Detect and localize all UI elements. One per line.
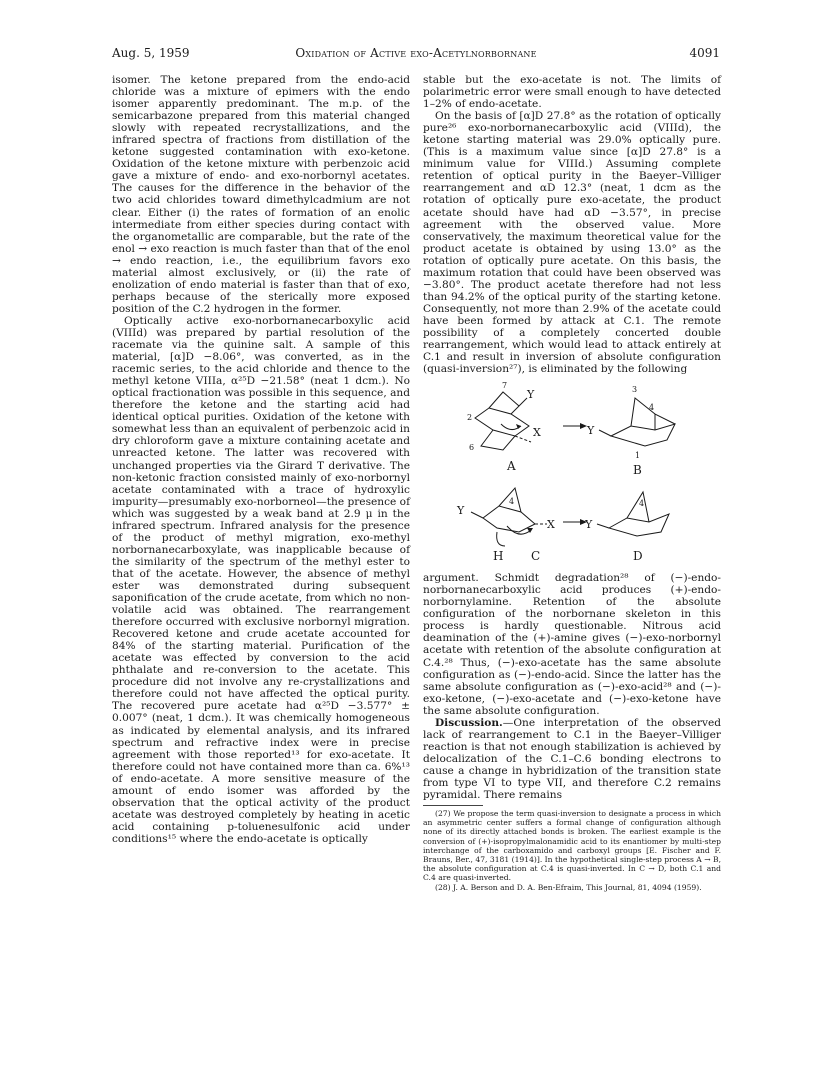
label-a: A [507, 459, 516, 474]
header-date: Aug. 5, 1959 [112, 46, 190, 60]
header-title: Oxidation of Active exo-Acetylnorbornane [295, 46, 537, 60]
atom-x: X [547, 518, 555, 532]
paragraph: stable but the exo-acetate is not. The limits of polarimetric error were small enough to have detected 1–2% of endo-acetate. [423, 74, 721, 111]
paragraph: Optically active exo-norbornanecarboxylic acid (VIIId) was prepared by partial resolution of the racemate via the quinine salt. A sample of this material, [α]D −8.06°, was converted, as in the racemic series, to the acid chloride and thence to the methyl ketone VIIIa, α²⁵D −21.58° (neat 1 dcm.). No optical fractionation was possible in this sequence, and therefore the ketone and the starting acid had identical optical purities. Oxidation of the ketone with somewhat less than an equivalent of perbenzoic acid in dry chloroform gave a mixture containing acetate and unreacted ketone. The latter was recovered with unchanged properties via the Girard T derivative. The non-ketonic fraction consisted mainly of exo-norbornyl acetate contaminated with a trace of hydroxylic impurity—presumably exo-norborneol—the presence of which was suggested by a weak band at 2.9 μ in the infrared spectrum. Infrared analysis for the presence of the product of methyl migration, exo-methyl norbornanecarboxylate, was inapplicable because of the similarity of the spectrum of the methyl ester to that of the acetate. However, the absence of methyl ester was demonstrated during subsequent saponification of the crude acetate, from which no non-volatile acid was obtained. The rearrangement therefore occurred with exclusive norbornyl migration. Recovered ketone and crude acetate accounted for 84% of the starting material. Purification of the acetate was effected by conversion to the acid phthalate and re-conversion to the acetate. This procedure did not involve any re-crystallizations and therefore could not have affected the optical purity. The recovered pure acetate had α²⁵D −3.577° ± 0.007° (neat, 1 dcm.). It was chemically homogeneous as indicated by elemental analysis, and its infrared spectrum and refractive index were in precise agreement with those reported¹³ for exo-acetate. It therefore could not have contained more than ca. 6%¹³ of endo-acetate. A more sensitive measure of the amount of endo isomer was afforded by the observation that the optical activity of the product acetate was destroyed completely by heating in acetic acid containing p-toluenesulfonic acid under conditions¹⁵ where the endo-acetate is optically [112, 314, 410, 845]
substituent-bond [511, 398, 527, 414]
h-bond [497, 532, 505, 546]
paragraph: argument. Schmidt degradation²⁸ of (−)-endo-norbornanecarboxylic acid produces (+)-endo-norbornylamine. Retention of the absolute configuration of the norbornane skeleton in this process is hardly questionable. Nitrous acid deamination of the (+)-amine gives (−)-exo-norbornyl acetate with retention of the absolute configuration at C.4.²⁸ Thus, (−)-exo-acetate has the same absolute configuration as (−)-endo-acid. Since the latter has the same absolute configuration as (−)-exo-acid²⁸ and (−)-exo-ketone, (−)-exo-acetate and (−)-exo-ketone have the same absolute configuration. [423, 572, 721, 717]
atom-number: 2 [467, 413, 473, 423]
ring-bond [611, 424, 675, 446]
right-column [423, 74, 721, 892]
dashed-bond [515, 436, 531, 442]
paragraph: On the basis of [α]D 27.8° as the rotation of optically pure²⁶ exo-norbornanecarboxylic acid (VIIId), the ketone starting material was 29.0% optically pure. (This is a maximum value since [α]D 27.8° is a minimum value for VIIId.) Assuming complete retention of optical purity in the Baeyer–Villiger rearrangement and αD 12.3° (neat, 1 dcm as the rotation of optically pure exo-acetate, the product acetate should have had αD −3.57°, in precise agreement with the observed value. More conservatively, the maximum theoretical value for the product acetate is obtained by using 13.0° as the rotation of optically pure acetate. On this basis, the maximum rotation that could have been observed was −3.80°. The product acetate therefore had not less than 94.2% of the optical purity of the starting ketone. Consequently, not more than 2.9% of the acetate could have been formed by attack at C.1. The remote possibility of a completely concerted double rearrangement, which would lead to attack entirely at C.1 and result in inversion of absolute configuration (quasi-inversion²⁷), is eliminated by the following [423, 110, 721, 376]
atom-x: X [533, 426, 541, 440]
footnote-28: (28) J. A. Berson and D. A. Ben-Efraim, This Journal, 81, 4094 (1959). [435, 882, 702, 892]
atom-number: 6 [469, 443, 475, 453]
substituent-bond [471, 512, 483, 518]
ring-bond [655, 414, 675, 430]
atom-number: 4 [649, 403, 655, 413]
atom-y: Y [585, 518, 593, 532]
ring-bond [481, 430, 515, 450]
structure-d [597, 492, 669, 536]
reaction-scheme-figure [423, 378, 721, 570]
bridge-bond [489, 392, 519, 408]
ring-bond [475, 408, 529, 436]
ring-bond [609, 514, 669, 536]
bridge-bond [627, 492, 649, 522]
page-number: 4091 [689, 46, 720, 60]
footnote-divider [423, 805, 483, 806]
atom-y: Y [527, 388, 535, 402]
label-c: C [531, 549, 541, 564]
footnote-27: (27) We propose the term quasi-inversion to designate a process in which an asymmetric center suffers a formal change of configuration although none of its directly attached bonds is broken. The earliest example is the conversion of (+)-isopropylmalonamidic acid to its enantiomer by multi-step interchange of the carboxamido and carboxyl groups [E. Fischer and F. Brauns, Ber., 47, 3181 (1914)]. In the hypothetical single-step process A → B, the absolute configuration at C.4 is quasi-inverted. In C → D, both C.1 and C.4 are quasi-inverted. [423, 809, 721, 883]
atom-number: 7 [502, 381, 508, 391]
arrow-curve [507, 526, 531, 534]
atom-y: Y [587, 424, 595, 438]
discussion-paragraph [423, 717, 721, 801]
label-b: B [633, 463, 642, 478]
structure-b [599, 398, 675, 446]
structure-a [475, 392, 531, 450]
discussion-text: —One interpretation of the observed lack of rearrangement to C.1 in the Baeyer–Villiger reaction is that not enough stabilization is achieved by delocalization of the C.1–C.6 bonding electrons to cause a change in hybridization of the transition state from type VI to type VII, and therefore C.2 remains pyramidal. There remains [423, 716, 721, 802]
substituent-bond [599, 430, 611, 436]
discussion-heading: Discussion. [435, 716, 503, 729]
atom-number: 1 [635, 451, 641, 461]
running-header [112, 46, 720, 64]
atom-number: 3 [632, 385, 638, 395]
atom-number: 4 [639, 499, 645, 509]
label-h: H [493, 549, 504, 564]
left-column [112, 74, 410, 845]
norbornane-structures [423, 378, 721, 570]
label-d: D [633, 549, 643, 564]
substituent-bond [597, 524, 609, 528]
atom-y: Y [457, 504, 465, 518]
atom-number: 4 [509, 497, 515, 507]
arrowhead [580, 423, 587, 429]
paragraph: isomer. The ketone prepared from the endo-acid chloride was a mixture of epimers with the endo isomer apparently predominant. The m.p. of the semicarbazone prepared from this material changed slowly with repeated recrystallizations, and the infrared spectra of fractions from distillation of the ketone suggested contamination with exo-ketone. Oxidation of the ketone mixture with perbenzoic acid gave a mixture of endo- and exo-norbornyl acetates. The causes for the difference in the behavior of the two acid chlorides toward dimethylcadmium are not clear. Either (i) the rates of formation of an enolic intermediate from either species during contact with the organometallic are comparable, but the rate of the enol → exo reaction is much faster than that of the enol → endo reaction, i.e., the equilibrium favors exo material almost exclusively, or (ii) the rate of enolization of endo material is faster than that of exo, perhaps because of the sterically more exposed position of the C.2 hydrogen in the former. [112, 74, 410, 315]
